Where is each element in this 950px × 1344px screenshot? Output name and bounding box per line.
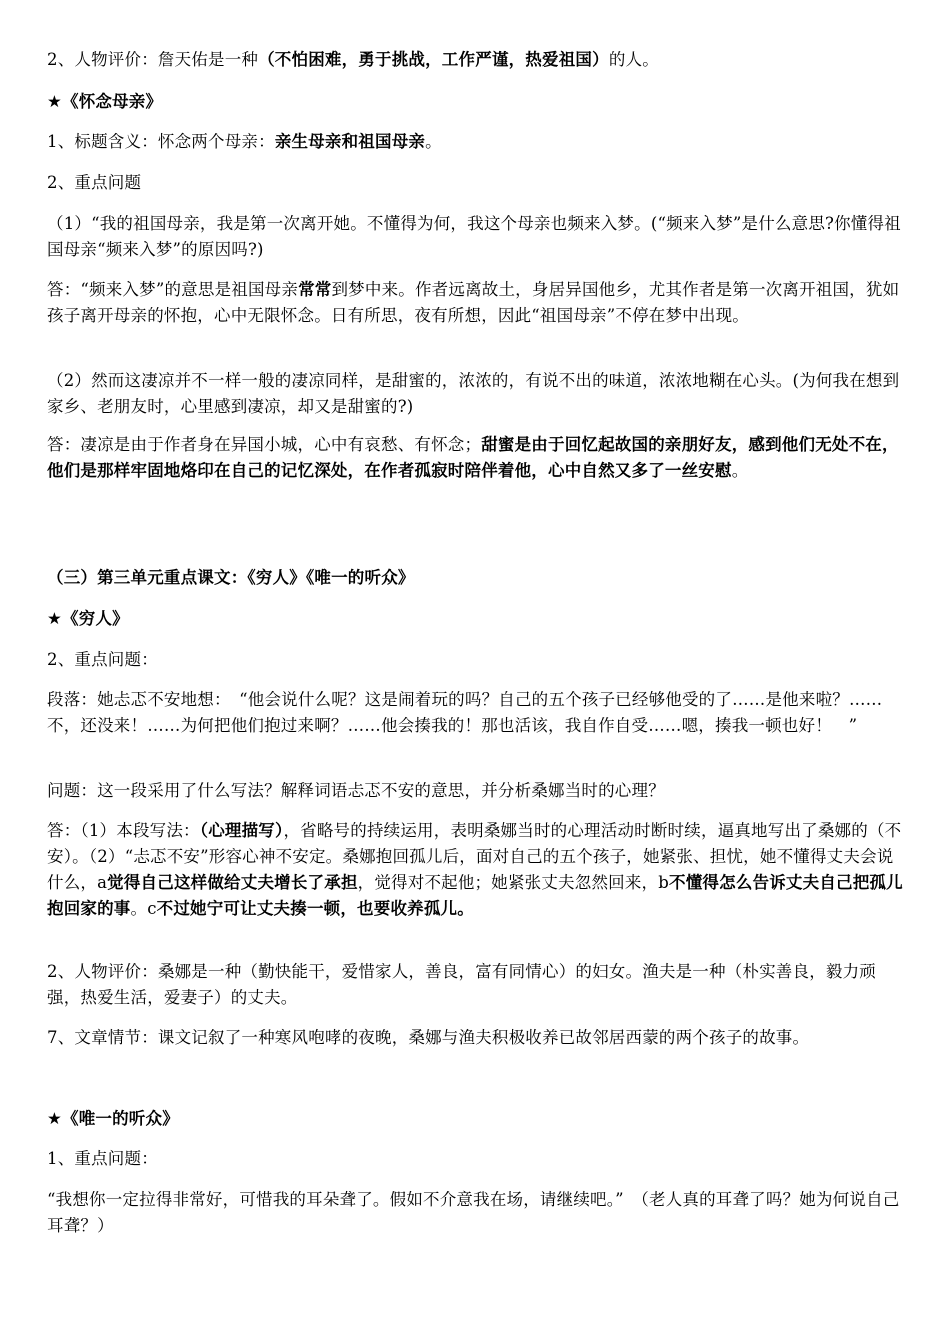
bold-text: （心理描写） [199,821,284,840]
qiongren-question: 问题：这一段采用了什么写法？解释词语忐忑不安的意思，并分析桑娜当时的心理？ [47,781,665,800]
bold-text: 觉得自己这样做给丈夫增长了承担 [107,873,358,892]
huainian-key-questions: 2、重点问题 [47,173,142,192]
text: 答：（1）本段写法： [47,821,200,840]
qiongren-answer [47,818,909,922]
bold-text: 常常 [298,280,332,299]
text: 到梦中来。作者远离故土，身居异国他乡，尤其作者是第一次离开祖国，犹如孩子离开母亲的怀抱，心中无限怀念。日有所思，夜有所想，因此“祖国母亲”不停在梦中出现。 [47,280,900,325]
qiongren-passage: 段落：她忐忑不安地想： “他会说什么呢？这是闹着玩的吗？自己的五个孩子已经够他受的了……是他来啦？……不，还没来！……为何把他们抱过来啊？……他会揍我的！那也活该，我自作自受……嗯，揍我一顿也好！ ” [47,690,883,735]
huainian-title-meaning [47,129,909,155]
qiongren-plot: 7、文章情节：课文记叙了一种寒风咆哮的夜晚，桑娜与渔夫积极收养已故邻居西蒙的两个孩子的故事。 [47,1028,810,1047]
bold-text: 不过她宁可让丈夫揍一顿，也要收养孤儿。 [156,899,474,918]
heading-weiyi: ★《唯一的听众》 [47,1109,179,1128]
text: 答：“频来入梦”的意思是祖国母亲 [47,280,299,299]
text: 2、人物评价：詹天佑是一种 [47,50,259,69]
text: ，省略号的持续运用，表明桑娜当时的心理活动时断时续，逼真地写出了桑娜的（不安）。（2）“忐忑不安”形容心神不安定。桑娜抱回孤儿后，面对自己的五个孩子，她紧张、担忧，她不懂得丈夫会说什么，a [47,821,902,892]
bold-text: 甜蜜是由于回忆起故国的亲朋好友，感到他们无处不在，他们是那样牢固地烙印在自己的记忆深处，在作者孤寂时陪伴着他，心中自然又多了一丝安慰 [47,435,899,480]
qiongren-key-questions: 2、重点问题： [47,650,158,669]
huainian-question-1: （1）“我的祖国母亲，我是第一次离开她。不懂得为何，我这个母亲也频来入梦。(“频来入梦”是什么意思?你懂得祖国母亲“频来入梦”的原因吗?) [47,214,901,259]
heading-huainian: ★《怀念母亲》 [47,92,163,111]
weiyi-question-1: “我想你一定拉得非常好，可惜我的耳朵聋了。假如不介意我在场，请继续吧。” （老人真的耳聋了吗？她为何说自己耳聋？） [47,1190,900,1235]
text: 。c [130,899,157,918]
text: 。 [731,461,749,480]
huainian-answer-1 [47,277,909,329]
text: ，觉得对不起他；她紧张丈夫忽然回来，b [357,873,670,892]
bold-text: （不怕困难，勇于挑战，工作严谨，热爱祖国） [258,50,609,69]
unit3-heading: （三）第三单元重点课文：《穷人》《唯一的听众》 [47,568,415,587]
huainian-question-2: （2）然而这凄凉并不一样一般的凄凉同样，是甜蜜的，浓浓的，有说不出的味道，浓浓地糊在心头。(为何我在想到家乡、老朋友时，心里感到凄凉，却又是甜蜜的?) [47,371,900,416]
text: 。 [425,132,442,151]
qiongren-evaluation: 2、人物评价：桑娜是一种（勤快能干，爱惜家人，善良，富有同情心）的妇女。渔夫是一种（朴实善良，毅力顽强，热爱生活，爱妻子）的丈夫。 [47,962,876,1007]
text: 答：凄凉是由于作者身在异国小城，心中有哀愁、有怀念； [47,435,482,454]
text: 的人。 [608,50,659,69]
bold-text: 亲生母亲和祖国母亲 [274,132,426,151]
heading-qiongren: ★《穷人》 [47,609,129,628]
weiyi-key-questions: 1、重点问题： [47,1149,158,1168]
zhan-evaluation [47,47,909,73]
text: 1、标题含义：怀念两个母亲： [47,132,275,151]
bold-text: 不懂得怎么告诉丈夫自己把孤儿抱回家的事 [47,873,903,918]
huainian-answer-2 [47,432,909,484]
